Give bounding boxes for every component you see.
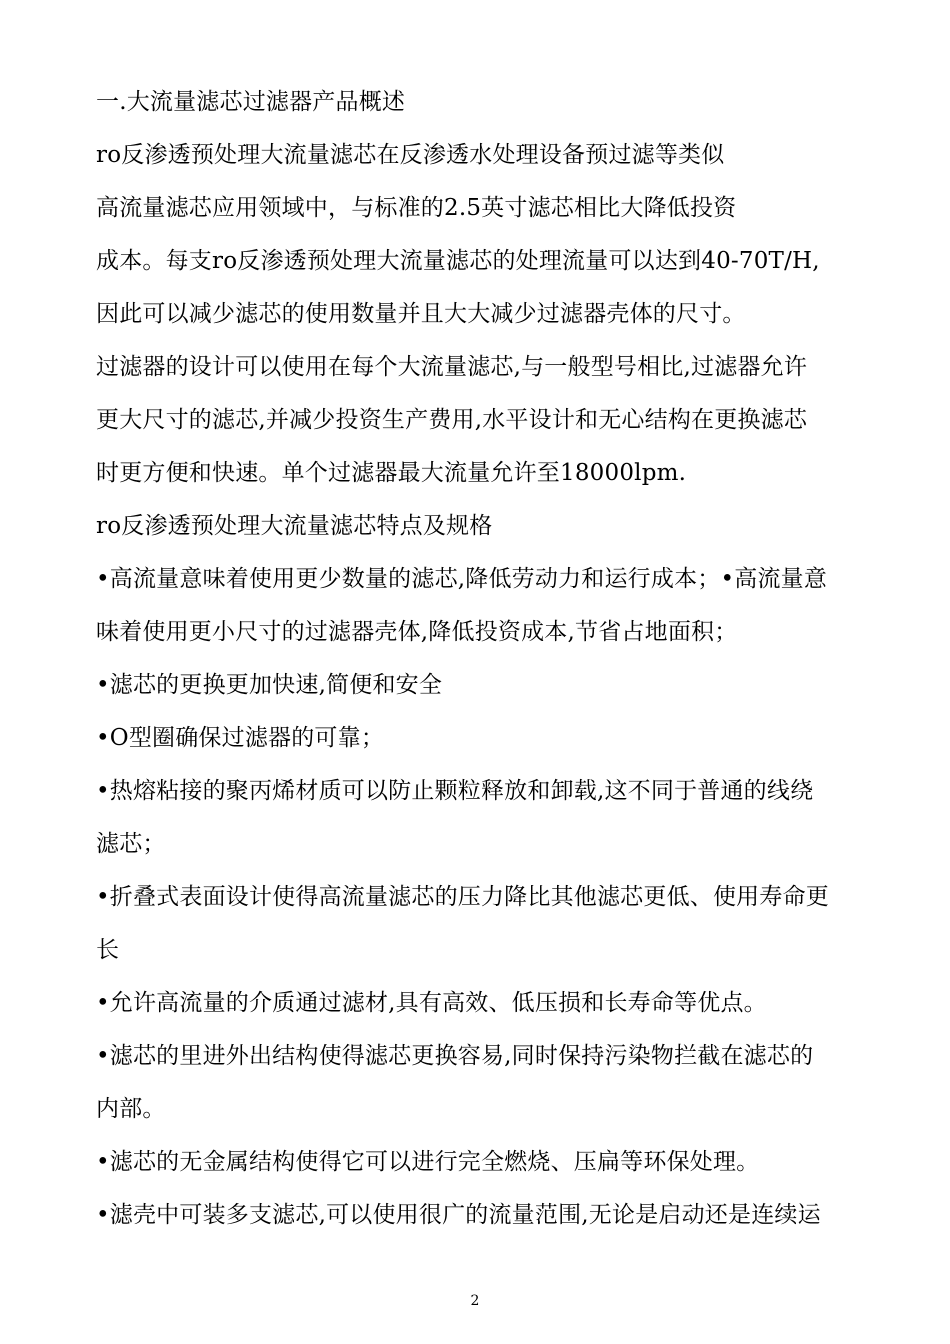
bullet-line: •滤壳中可装多支滤芯,可以使用很广的流量范围,无论是启动还是连续运 — [96, 1202, 821, 1228]
bullet-line: 滤芯； — [96, 831, 166, 857]
bullet-line: •热熔粘接的聚丙烯材质可以防止颗粒释放和卸载,这不同于普通的线绕 — [96, 778, 814, 804]
bullet-line: 味着使用更小尺寸的过滤器壳体,降低投资成本,节省占地面积； — [96, 619, 738, 645]
bullet-line: •滤芯的里进外出结构使得滤芯更换容易,同时保持污染物拦截在滤芯的 — [96, 1043, 814, 1069]
paragraph-line: 更大尺寸的滤芯,并减少投资生产费用,水平设计和无心结构在更换滤芯 — [96, 407, 808, 433]
bullet-line: 长 — [96, 937, 120, 963]
bullet-line: •滤芯的无金属结构使得它可以进行完全燃烧、压扁等环保处理。 — [96, 1149, 760, 1175]
subheading: ro反渗透预处理大流量滤芯特点及规格 — [96, 513, 493, 539]
bullet-line: •滤芯的更换更加快速,简便和安全 — [96, 672, 443, 698]
paragraph-line: ro反渗透预处理大流量滤芯在反渗透水处理设备预过滤等类似 — [96, 142, 725, 168]
paragraph-line: 高流量滤芯应用领域中，与标准的2.5英寸滤芯相比大降低投资 — [96, 195, 737, 221]
section-heading: 一.大流量滤芯过滤器产品概述 — [96, 89, 406, 115]
bullet-line: 内部。 — [96, 1096, 166, 1122]
paragraph-line: 过滤器的设计可以使用在每个大流量滤芯,与一般型号相比,过滤器允许 — [96, 354, 808, 380]
paragraph-line: 因此可以减少滤芯的使用数量并且大大减少过滤器壳体的尺寸。 — [96, 301, 746, 327]
paragraph-line: 成本。每支ro反渗透预处理大流量滤芯的处理流量可以达到40-70T/H, — [96, 248, 820, 274]
bullet-line: •允许高流量的介质通过滤材,具有高效、低压损和长寿命等优点。 — [96, 990, 767, 1016]
bullet-line: •高流量意味着使用更少数量的滤芯,降低劳动力和运行成本；•高流量意 — [96, 566, 828, 592]
bullet-line: •折叠式表面设计使得高流量滤芯的压力降比其他滤芯更低、使用寿命更 — [96, 884, 829, 910]
paragraph-line: 时更方便和快速。单个过滤器最大流量允许至18000lpm. — [96, 460, 687, 486]
bullet-line: •O型圈确保过滤器的可靠； — [96, 725, 385, 751]
page-number: 2 — [470, 1293, 480, 1309]
